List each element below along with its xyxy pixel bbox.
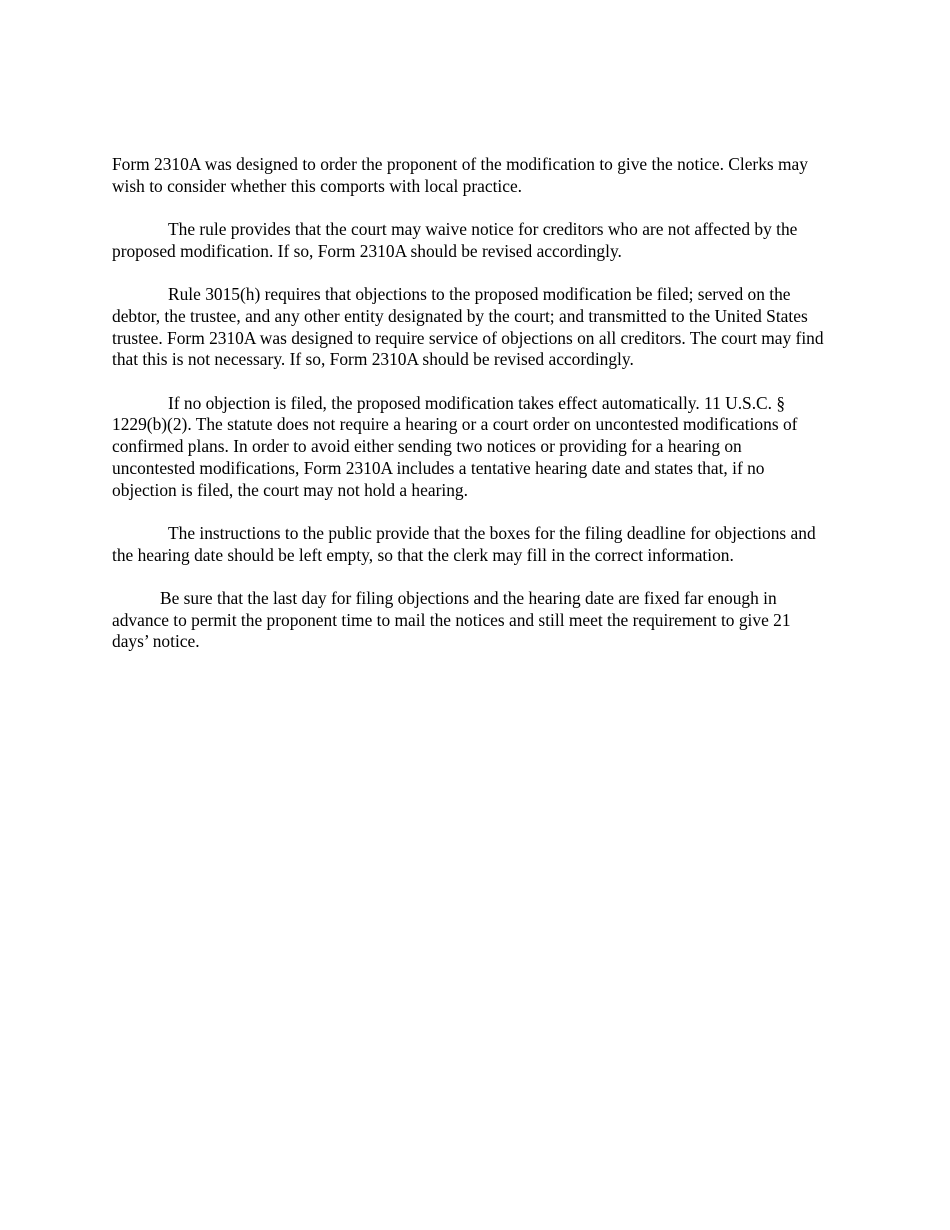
document-body (112, 154, 824, 675)
paragraph-notice-proponent: Form 2310A was designed to order the proponent of the modification to give the notice. Clerks may wish to consider whether this comports with local practice. (112, 154, 808, 196)
paragraph-deadline-advance: Be sure that the last day for filing objections and the hearing date are fixed far enough in advance to permit the proponent time to mail the notices and still meet the requirement to give 21 days’ notice. (112, 587, 791, 652)
paragraph-rule-3015h: Rule 3015(h) requires that objections to the proposed modification be filed; served on the debtor, the trustee, and any other entity designated by the court; and transmitted to the United States trustee. Form 2310A was designed to require service of objections on all creditors. The court may find that this is not necessary. If so, Form 2310A should be revised accordingly. (112, 284, 824, 370)
paragraph-no-objection: If no objection is filed, the proposed modification takes effect automatically. 11 U.S.C. § 1229(b)(2). The statute does not require a hearing or a court order on uncontested modifications of confirmed plans. In order to avoid either sending two notices or providing for a hearing on uncontested modifications, Form 2310A includes a tentative hearing date and states that, if no objection is filed, the court may not hold a hearing. (112, 392, 798, 500)
paragraph-instructions-public: The instructions to the public provide that the boxes for the filing deadline for objections and the hearing date should be left empty, so that the clerk may fill in the correct information. (112, 522, 816, 565)
paragraph-waive-notice: The rule provides that the court may waive notice for creditors who are not affected by the proposed modification. If so, Form 2310A should be revised accordingly. (112, 219, 798, 261)
